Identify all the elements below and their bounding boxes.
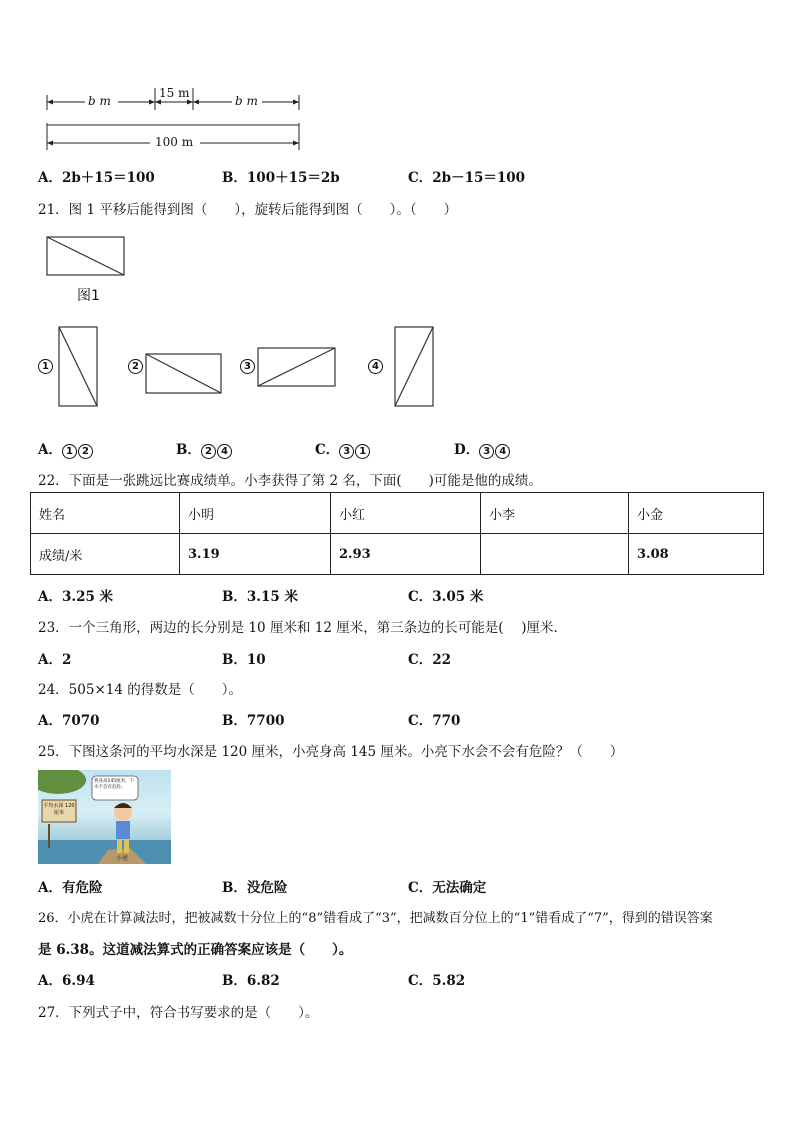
q23-option-b[interactable]: B．10 xyxy=(222,652,266,668)
q23-option-c[interactable]: C．22 xyxy=(408,652,452,668)
table-header-cell: 姓名 xyxy=(31,493,180,534)
depth-sign-text: 平均水深 120厘米 xyxy=(43,803,75,816)
q22-option-b[interactable]: B．3.15 米 xyxy=(222,589,298,605)
q22-option-a[interactable]: A．3.25 米 xyxy=(38,589,114,605)
q24-option-c[interactable]: C．770 xyxy=(408,713,461,729)
table-header-cell: 小金 xyxy=(629,493,764,534)
q26-question-line2: 是 6.38。这道减法算式的正确答案应该是（ ）。 xyxy=(38,942,353,958)
speech-bubble-text: 我身高145厘米，下水不会有危险。 xyxy=(94,779,135,790)
figure-number-1: 1 xyxy=(38,359,53,374)
figure-number-2: 2 xyxy=(128,359,143,374)
q24-option-a[interactable]: A．7070 xyxy=(38,713,100,729)
segment-15-label: 15 m xyxy=(159,86,190,100)
table-cell: 3.08 xyxy=(629,534,764,575)
river-illustration xyxy=(38,770,171,864)
q21-option-c[interactable]: C． 3 1 xyxy=(315,438,371,459)
q27-question: 27．下列式子中，符合书写要求的是（ ）。 xyxy=(38,1005,319,1021)
figure1-rectangle xyxy=(0,0,794,420)
q23-question: 23．一个三角形，两边的长分别是 10 厘米和 12 厘米，第三条边的长可能是( )厘米. xyxy=(38,620,558,636)
q26-option-b[interactable]: B．6.82 xyxy=(222,973,280,989)
q25-option-a[interactable]: A．有危险 xyxy=(38,880,103,896)
q24-option-b[interactable]: B．7700 xyxy=(222,713,285,729)
segment-total-label: 100 m xyxy=(155,135,194,149)
q21-option-a[interactable]: A． 1 2 xyxy=(38,438,94,459)
table-cell: 成绩/米 xyxy=(31,534,180,575)
q20-option-b[interactable]: B．100＋15＝2b xyxy=(222,170,340,186)
q25-question: 25．下图这条河的平均水深是 120 厘米，小亮身高 145 厘米。小亮下水会不会有危险？（ ） xyxy=(38,744,624,760)
q26-question-line1: 26．小虎在计算减法时，把被减数十分位上的“8”错看成了“3”，把减数百分位上的“1”错看成了“7”，得到的错误答案 xyxy=(38,911,713,926)
figure-number-3: 3 xyxy=(240,359,255,374)
q26-option-c[interactable]: C．5.82 xyxy=(408,973,466,989)
table-row xyxy=(31,493,764,534)
q21-option-b[interactable]: B． 2 4 xyxy=(176,438,233,459)
figure1-label: 图1 xyxy=(77,288,100,304)
score-table xyxy=(30,492,764,575)
segment-b-right-label: b m xyxy=(235,94,258,108)
table-header-cell: 小明 xyxy=(180,493,331,534)
q22-question: 22．下面是一张跳远比赛成绩单。小李获得了第 2 名，下面( )可能是他的成绩。 xyxy=(38,473,542,489)
table-header-cell: 小红 xyxy=(331,493,481,534)
table-row xyxy=(31,534,764,575)
segment-b-left-label: b m xyxy=(88,94,111,108)
table-cell: 3.19 xyxy=(180,534,331,575)
q20-option-a[interactable]: A．2b＋15＝100 xyxy=(38,170,155,186)
table-cell: 2.93 xyxy=(331,534,481,575)
q23-option-a[interactable]: A．2 xyxy=(38,652,72,668)
q25-option-c[interactable]: C．无法确定 xyxy=(408,880,487,896)
table-cell xyxy=(481,534,629,575)
q25-option-b[interactable]: B．没危险 xyxy=(222,880,288,896)
figure-number-4: 4 xyxy=(368,359,383,374)
q21-option-d[interactable]: D． 3 4 xyxy=(454,438,511,459)
q24-question: 24．505×14 的得数是（ ）。 xyxy=(38,682,242,698)
q22-option-c[interactable]: C．3.05 米 xyxy=(408,589,484,605)
table-header-cell: 小李 xyxy=(481,493,629,534)
q26-option-a[interactable]: A．6.94 xyxy=(38,973,95,989)
character-name: 小亮 xyxy=(116,855,129,862)
q21-question: 21．图 1 平移后能得到图（ ），旋转后能得到图（ ）。（ ） xyxy=(38,202,458,218)
q20-option-c[interactable]: C．2b－15＝100 xyxy=(408,170,526,186)
